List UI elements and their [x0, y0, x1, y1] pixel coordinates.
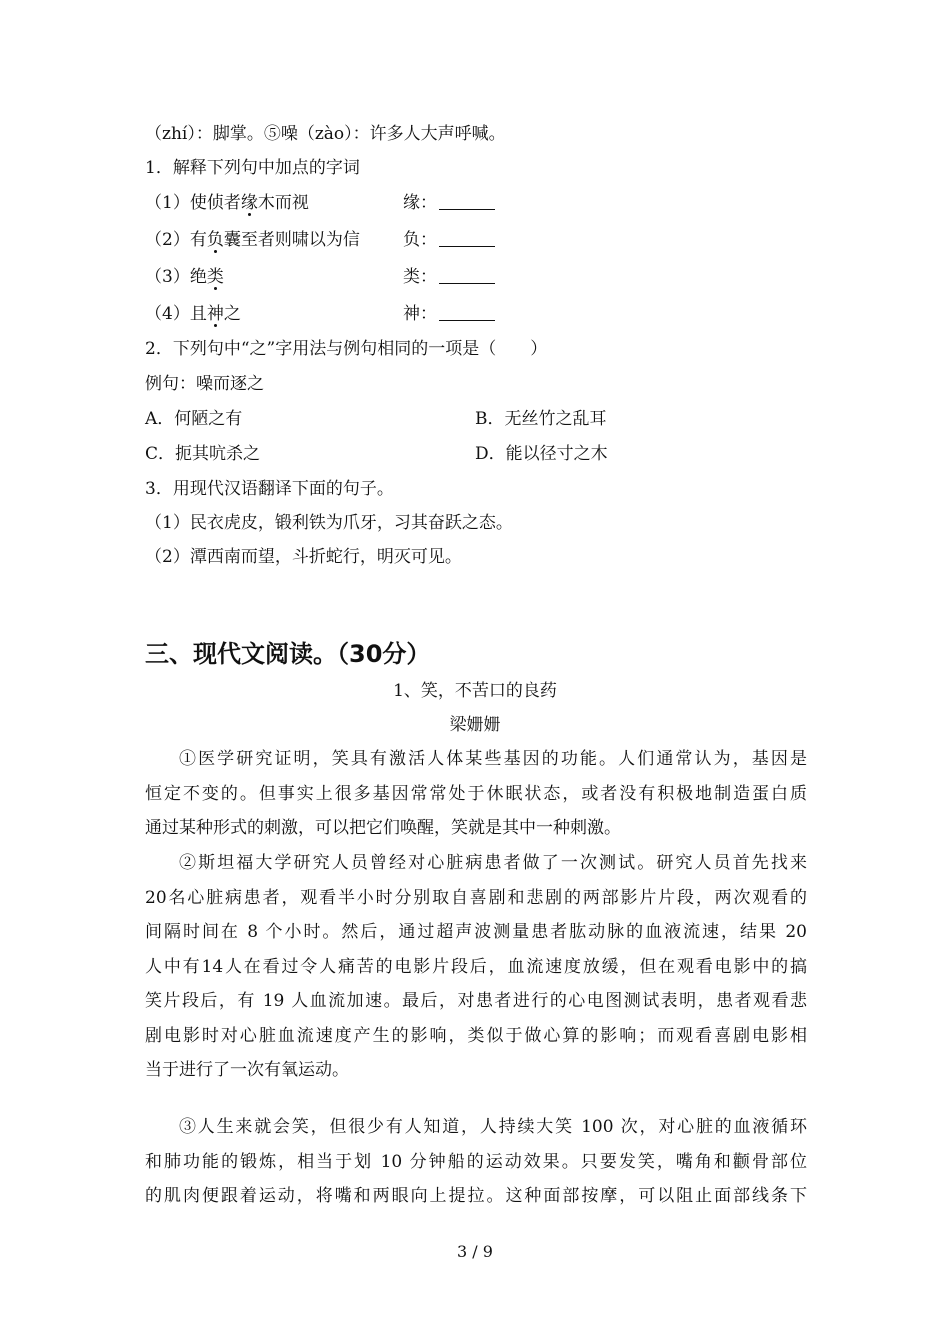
- annotation-line: （zhí）：脚掌。⑤噪（zào）：许多人大声呼喊。: [145, 124, 506, 144]
- paragraph-line: 当于进行了一次有氧运动。: [145, 1060, 349, 1080]
- q2-option-c[interactable]: C．扼其吭杀之: [145, 444, 261, 464]
- q2-option-a[interactable]: A．何陋之有: [145, 409, 243, 429]
- article-paragraph-3: [145, 1110, 807, 1214]
- q1-item-4-dotted: 神: [206, 304, 224, 324]
- q1-item-1-post: 木而视: [257, 193, 309, 213]
- q1-item-1-pre: （1）使侦者: [145, 193, 241, 213]
- paragraph-line: 笑片段后，有 19 人血流加速。最后，对患者进行的心电图测试表明，患者观看悲: [145, 991, 807, 1011]
- q2-option-d[interactable]: D．能以径寸之木: [475, 444, 608, 464]
- answer-blank[interactable]: [439, 191, 495, 210]
- q1-answer-1: [403, 191, 495, 215]
- q1-answer-3: [403, 265, 495, 289]
- answer-blank[interactable]: [439, 302, 495, 321]
- paragraph-line: 20名心脏病患者，观看半小时分别取自喜剧和悲剧的两部影片片段，两次观看的: [145, 887, 807, 908]
- q2-option-b[interactable]: B．无丝竹之乱耳: [475, 409, 607, 429]
- paragraph-line: ②斯坦福大学研究人员曾经对心脏病患者做了一次测试。研究人员首先找来: [179, 853, 807, 873]
- q3-item-1: （1）民衣虎皮，锻利铁为爪牙，习其奋跃之态。: [145, 513, 513, 533]
- article-author: 梁姗姗: [449, 715, 501, 735]
- q1-item-2-dotted: 负: [206, 230, 224, 250]
- q1-item-4-post: 之: [223, 304, 241, 324]
- question-3-title: 3．用现代汉语翻译下面的句子。: [145, 479, 394, 499]
- answer-blank[interactable]: [439, 265, 495, 284]
- article-title: 1、笑，不苦口的良药: [393, 681, 557, 701]
- paragraph-line: 的肌肉便跟着运动，将嘴和两眼向上提拉。这种面部按摩，可以阻止面部线条下: [145, 1186, 807, 1206]
- q1-item-3-pre: （3）绝: [145, 267, 207, 287]
- page-number: 3 / 9: [457, 1242, 493, 1261]
- q1-item-1: [145, 191, 309, 215]
- q1-item-4: [145, 302, 241, 326]
- paragraph-line: 和肺功能的锻炼，相当于划 10 分钟船的运动效果。只要发笑，嘴角和颧骨部位: [145, 1151, 807, 1172]
- section-heading: 三、现代文阅读。（30分）: [145, 640, 431, 668]
- q2-example: 例句：噪而逐之: [145, 374, 264, 394]
- answer-blank[interactable]: [439, 228, 495, 247]
- q1-answer-4-label: 神：: [403, 304, 437, 324]
- paragraph-line: 通过某种形式的刺激，可以把它们唤醒，笑就是其中一种刺激。: [145, 818, 621, 838]
- paragraph-line: 恒定不变的。但事实上很多基因常常处于休眠状态，或者没有积极地制造蛋白质: [145, 783, 807, 804]
- q1-item-2: [145, 228, 360, 252]
- q1-item-2-post: 囊至者则啸以为信: [223, 230, 360, 250]
- article-paragraph-1: [145, 742, 807, 846]
- q1-item-1-dotted: 缘: [240, 193, 258, 213]
- q1-answer-2: [403, 228, 495, 252]
- q1-item-3-dotted: 类: [206, 267, 224, 287]
- q1-item-3: [145, 265, 224, 289]
- q1-answer-2-label: 负：: [403, 230, 437, 250]
- paragraph-line: ①医学研究证明，笑具有激活人体某些基因的功能。人们通常认为，基因是: [179, 749, 807, 769]
- q3-item-2: （2）潭西南而望，斗折蛇行，明灭可见。: [145, 547, 462, 567]
- q1-answer-4: [403, 302, 495, 326]
- paragraph-line: ③人生来就会笑，但很少有人知道，人持续大笑 100 次，对心脏的血液循环: [179, 1117, 807, 1137]
- q1-answer-1-label: 缘：: [403, 193, 437, 213]
- q1-item-4-pre: （4）且: [145, 304, 207, 324]
- q1-answer-3-label: 类：: [403, 267, 437, 287]
- question-1-title: 1．解释下列句中加点的字词: [145, 158, 360, 178]
- question-2-title: 2．下列句中“之”字用法与例句相同的一项是（ ）: [145, 339, 548, 359]
- q1-item-2-pre: （2）有: [145, 230, 207, 250]
- paragraph-line: 间隔时间在 8 个小时。然后，通过超声波测量患者肱动脉的血液流速，结果 20: [145, 922, 807, 942]
- paragraph-line: 人中有14人在看过令人痛苦的电影片段后，血流速度放缓，但在观看电影中的搞: [145, 956, 807, 977]
- article-paragraph-2: [145, 846, 807, 1088]
- paragraph-line: 剧电影时对心脏血流速度产生的影响，类似于做心算的影响；而观看喜剧电影相: [145, 1025, 807, 1046]
